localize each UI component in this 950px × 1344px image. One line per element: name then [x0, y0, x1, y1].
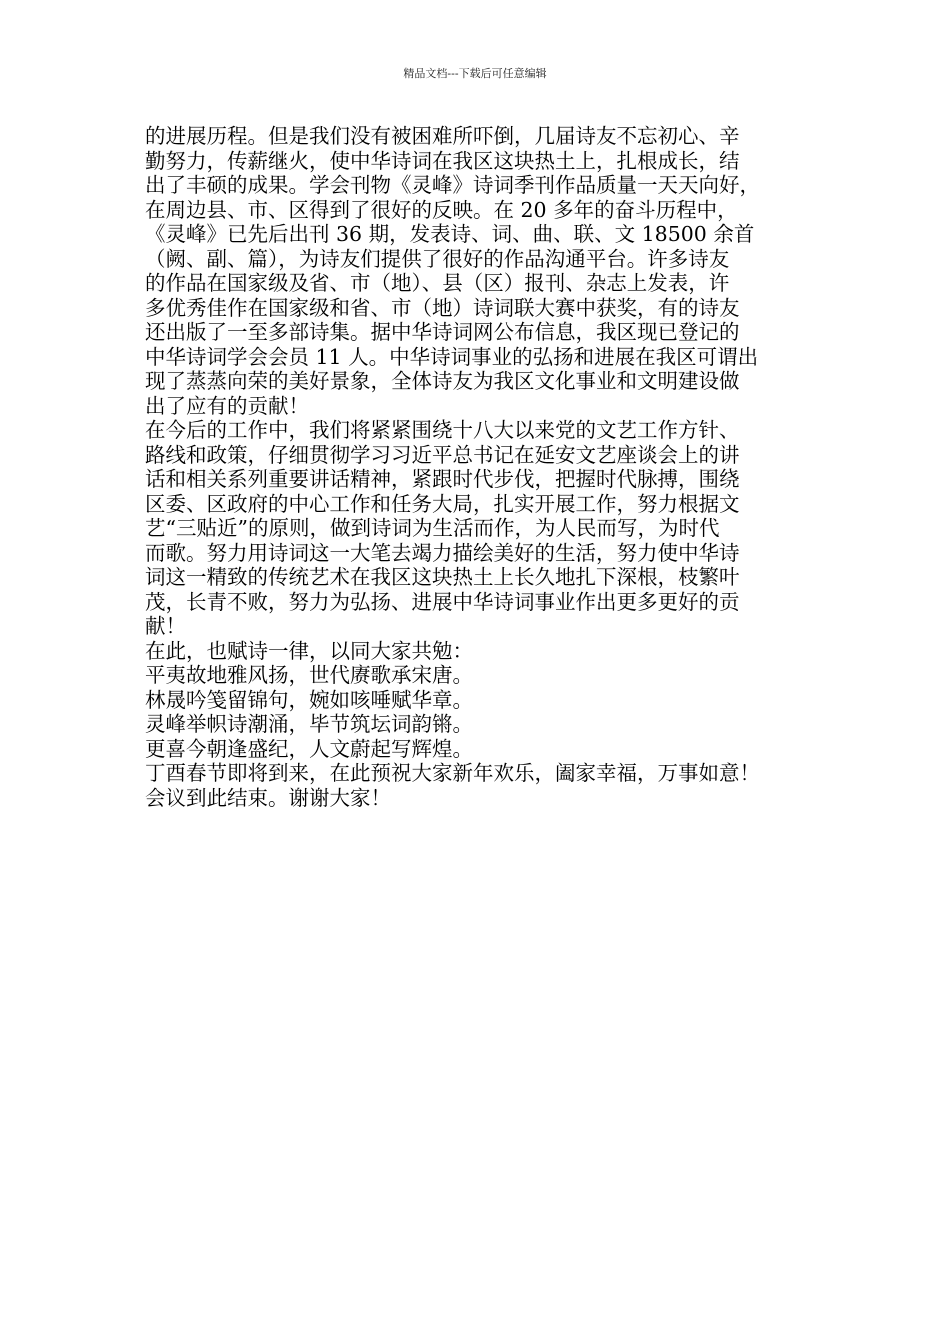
body-line: 现了蒸蒸向荣的美好景象，全体诗友为我区文化事业和文明建设做	[145, 369, 740, 393]
body-line: 词这一精致的传统艺术在我区这块热土上长久地扎下深根，枝繁叶	[145, 565, 740, 589]
body-line: 勤努力，传薪继火，使中华诗词在我区这块热土上，扎根成长，结	[145, 148, 740, 173]
poem-line: 灵峰举帜诗潮涌，毕节筑坛词韵锵。	[145, 712, 473, 736]
body-line: 的作品在国家级及省、市（地）、县（区）报刊、杂志上发表，许	[145, 271, 730, 295]
body-line: 《灵峰》已先后出刊 36 期，发表诗、词、曲、联、文 18500 余首	[145, 222, 755, 246]
body-line: 中华诗词学会会员 11 人。中华诗词事业的弘扬和进展在我区可谓出	[145, 344, 759, 369]
body-line: 出了应有的贡献！	[145, 393, 309, 418]
body-line: 路线和政策，仔细贯彻学习习近平总书记在延安文艺座谈会上的讲	[145, 442, 740, 467]
body-line: （阙、副、篇），为诗友们提供了很好的作品沟通平台。许多诗友	[145, 246, 730, 271]
body-line: 还出版了一至多部诗集。据中华诗词网公布信息，我区现已登记的	[145, 320, 740, 344]
poem-line: 平夷故地雅风扬，世代赓歌承宋唐。	[145, 663, 473, 687]
body-line: 话和相关系列重要讲话精神，紧跟时代步伐，把握时代脉搏，围绕	[145, 467, 740, 491]
body-line: 艺“三贴近”的原则，做到诗词为生活而作，为人民而写，为时代	[145, 516, 720, 540]
body-line: 丁酉春节即将到来，在此预祝大家新年欢乐，阖家幸福，万事如意！	[145, 761, 760, 785]
document-body	[145, 124, 810, 810]
body-line: 的进展历程。但是我们没有被困难所吓倒，几届诗友不忘初心、辛	[145, 124, 740, 148]
body-line: 而歌。努力用诗词这一大笔去竭力描绘美好的生活，努力使中华诗	[145, 540, 740, 565]
body-line: 献！	[145, 614, 186, 638]
page-header: 精品文档---下载后可任意编辑	[403, 67, 547, 80]
body-line: 在周边县、市、区得到了很好的反映。在 20 多年的奋斗历程中，	[145, 197, 738, 222]
body-line: 在此，也赋诗一律，以同大家共勉：	[145, 638, 473, 663]
body-line: 多优秀佳作在国家级和省、市（地）诗词联大赛中获奖，有的诗友	[145, 295, 740, 320]
body-line: 会议到此结束。谢谢大家！	[145, 785, 391, 810]
poem-line: 林晟吟笺留锦句，婉如咳唾赋华章。	[145, 687, 473, 712]
poem-line: 更喜今朝逢盛纪，人文蔚起写辉煌。	[145, 736, 473, 761]
body-line: 区委、区政府的中心工作和任务大局，扎实开展工作，努力根据文	[145, 491, 740, 516]
body-line: 在今后的工作中，我们将紧紧围绕十八大以来党的文艺工作方针、	[145, 418, 740, 442]
body-line: 出了丰硕的成果。学会刊物《灵峰》诗词季刊作品质量一天天向好，	[145, 173, 760, 197]
body-line: 茂，长青不败，努力为弘扬、进展中华诗词事业作出更多更好的贡	[145, 589, 740, 614]
